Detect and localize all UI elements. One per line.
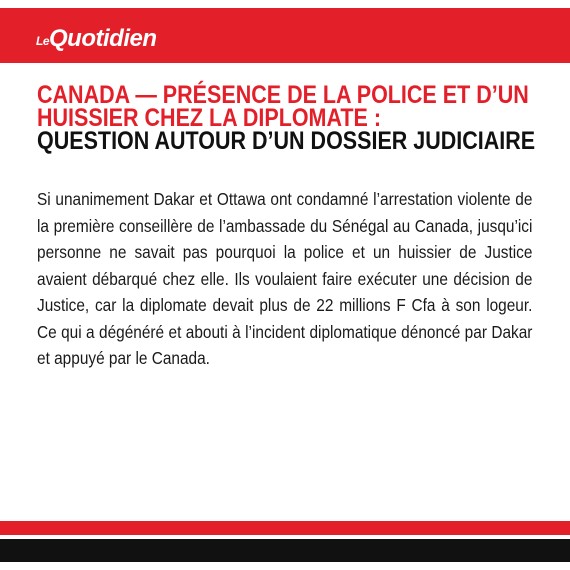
logo-prefix: Le bbox=[36, 34, 50, 48]
logo-name: Quotidien bbox=[49, 25, 157, 52]
footer-red-stripe bbox=[0, 521, 570, 535]
headline-subtitle: QUESTION AUTOUR D’UN DOSSIER JUDICIAIRE bbox=[37, 127, 536, 155]
footer-dark-stripe bbox=[0, 539, 570, 562]
headline-kicker: CANADA — PRÉSENCE DE LA POLICE ET D’UN HUISSIER CHEZ LA DIPLOMATE : bbox=[37, 81, 529, 132]
article-body: Si unanimement Dakar et Ottawa ont condamné l’arrestation violente de la première conseillère de l’ambassade du Sénégal au Canada, jusqu’ici personne ne savait pas pourquoi la police et un huissier de Justice avaient débarqué chez elle. Ils voulaient faire exécuter une décision de Justice, car la diplomate devait plus de 22 millions F Cfa à son logeur. Ce qui a dégénéré et abouti à l’incident diplomatique dénoncé par Dakar et appuyé par le Canada. bbox=[37, 189, 533, 368]
publication-logo bbox=[36, 25, 157, 53]
headline bbox=[37, 81, 553, 155]
masthead-bar bbox=[0, 8, 570, 63]
